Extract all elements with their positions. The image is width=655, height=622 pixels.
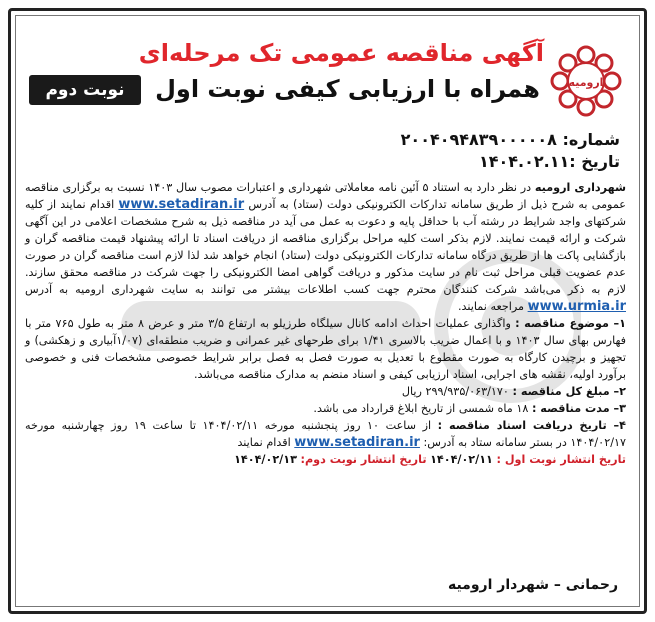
reference-date: تاریخ :۱۴۰۴.۰۲.۱۱	[478, 152, 620, 171]
round-badge: نوبت دوم	[29, 75, 141, 105]
notice-subtitle: همراه با ارزیابی کیفی نوبت اول	[155, 75, 540, 103]
item-documents	[25, 417, 626, 451]
subject-text: واگذاری عملیات احداث ادامه کانال سیلگاه طرزیلو به ارتفاع ۳/۵ متر و عرض ۸ متر به طول ۷۶۵ متر با فهارس بهای سال ۱۴۰۳ و با اعمال ضریب بالاسری ۱/۴۱ برای طرحهای غیر عمرانی و ضریب منطقه‌ای (۱/۰۷آبیاری و زهکشی) و تجهیز و برچیدن کارگاه به صورت مقطوع با تعدیل به صورت فصل به فصل برابر شرایط خصوصی مشخصات فنی و خصوصی برآورد اولیه، نقشه های اجرایی، اسناد ارزیابی کیفی و اسناد منضم به مدارک مناقصه می‌باشد.	[25, 317, 626, 381]
first-publish-date: ۱۴۰۴/۰۲/۱۱	[430, 453, 493, 466]
reference-number: شماره: ۲۰۰۴۰۹۴۸۳۹۰۰۰۰۰۸	[400, 130, 620, 149]
item-duration	[25, 400, 626, 417]
duration-label: ۳– مدت مناقصه :	[531, 402, 626, 415]
reference-block	[11, 129, 620, 173]
subject-label: ۱– موضوع مناقصه :	[515, 317, 626, 330]
notice-body	[25, 179, 626, 468]
documents-tail: اقدام نمایند	[237, 436, 291, 449]
notice-title: آگهی مناقصه عمومی تک مرحله‌ای	[138, 39, 544, 67]
urmia-municipality-logo	[548, 43, 624, 119]
intro-text-2: اقدام نمایند از کلیه شرکتهای واجد شرایط در رشته آب با حداقل پایه و دعوت به عمل می آید در مناقصه ذیل به شرح مشخصات اعلامی در این آگهی شرکت و ارائه قیمت نمایند. لازم بذکر است کلیه مراحل برگزاری مناقصه از دریافت اسناد تا ارائه پیشنهاد قیمت مناقصه گران و بازگشایی پاکت ها از طریق درگاه سامانه تدارکات الکترونیکی دولت (ستاد) انجام خواهد شد لذا لازم است مناقصه گران در صورت عدم عضویت قبلی مراحل ثبت نام در سایت مذکور و دریافت گواهی امضا الکترونیکی را جهت شرکت در مناقصه محقق سازند. لازم به ذکر می‌باشد شرکت کنندگان محترم جهت کسب اطلاعات بیشتر می توانند به سایت شهرداری ارومیه به آدرس	[25, 198, 626, 296]
publish-dates	[25, 451, 626, 468]
intro-text-1: در نظر دارد به استناد ۵ آئین نامه معاملاتی شهرداری و اعتبارات مصوب سال ۱۴۰۳ نسبت به برگزاری مناقصه عمومی به شرح ذیل از طریق سامانه تدارکات الکترونیکی دولت (ستاد) به آدرس	[25, 181, 626, 211]
first-publish-label: تاریخ انتشار نوبت اول :	[496, 453, 626, 466]
item-subject	[25, 315, 626, 383]
signature: رحمانی – شهردار ارومیه	[447, 577, 618, 593]
second-publish-label: تاریخ انتشار نوبت دوم:	[300, 453, 427, 466]
setadiran-link[interactable]: www.setadiran.ir	[118, 197, 245, 212]
item-amount	[25, 383, 626, 400]
organization-name: شهرداری ارومیه	[534, 181, 627, 194]
documents-setadiran-link[interactable]: www.setadiran.ir	[294, 435, 420, 450]
intro-text-3: مراجعه نمایند.	[457, 300, 525, 313]
second-publish-date: ۱۴۰۴/۰۲/۱۳	[234, 453, 297, 466]
documents-label: ۴– تاریخ دریافت اسناد مناقصه :	[437, 419, 626, 432]
intro-paragraph	[25, 179, 626, 315]
documents-text: از ساعت ۱۰ روز پنجشنبه مورخه ۱۴۰۴/۰۲/۱۱ تا ساعت ۱۹ روز چهارشنبه مورخه ۱۴۰۴/۰۲/۱۷ در بستر سامانه ستاد به آدرس:	[25, 419, 626, 449]
duration-text: ۱۸ ماه شمسی از تاریخ ابلاغ قرارداد می باشد.	[313, 402, 529, 415]
logo-text: ارومیه	[568, 76, 604, 89]
urmia-link[interactable]: www.urmia.ir	[527, 299, 626, 314]
amount-text: ۲۹۹/۹۳۵/۰۶۳/۱۷۰ ریال	[401, 385, 509, 398]
notice-frame	[8, 8, 647, 614]
amount-label: ۲– مبلغ کل مناقصه :	[512, 385, 626, 398]
